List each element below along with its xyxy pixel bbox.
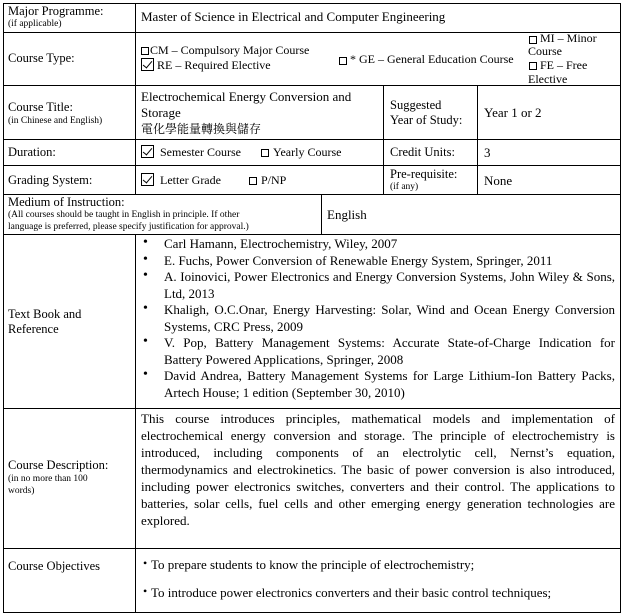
medium-note-line1: (All courses should be taught in English in principle. If other [8, 210, 240, 220]
semester-checkbox-checked[interactable] [141, 145, 154, 158]
pnp-option: P/NP [261, 173, 287, 187]
cm-checkbox[interactable] [141, 47, 149, 55]
medium-value: English [327, 207, 367, 222]
yearly-option: Yearly Course [273, 145, 342, 159]
prereq-label: Pre-requisite: [390, 167, 458, 181]
semester-option: Semester Course [160, 145, 241, 159]
grading-label: Grading System: [8, 173, 93, 187]
medium-note-line2: language is preferred, please specify justification for approval.) [8, 222, 249, 232]
objectives-label-cell [3, 548, 136, 613]
description-note-line1: (in no more than 100 [8, 474, 88, 484]
title-en-line1: Electrochemical Energy Conversion and [141, 89, 352, 104]
mi-option-line1: MI – Minor [540, 31, 597, 45]
pnp-checkbox[interactable] [249, 177, 257, 185]
description-text: This course introduces principles, mathematical models and implementation of electrochemical energy conversion and storage. The principle of electrochemistry is introduced, including components of an electrolytic cell, Nernst’s equation, thermodynamics and electrokinetics. The basic of power conversion is also introduced, including power electronics switches, converters and their control. The applications to batteries, solar cells, fuel cells and other emerging energy generation technologies are explored. [141, 411, 615, 528]
ge-checkbox[interactable] [339, 57, 347, 65]
mi-checkbox[interactable] [529, 36, 537, 44]
re-checkbox-checked[interactable] [141, 58, 154, 71]
objective-bullet-icon: • [143, 556, 148, 570]
title-label: Course Title: [8, 100, 73, 114]
list-item: To introduce power electronics converters and their basic control techniques; [151, 585, 552, 600]
title-en-line2: Storage [141, 105, 181, 120]
fe-checkbox[interactable] [529, 62, 537, 70]
course-type-label: Course Type: [8, 51, 75, 65]
prereq-note: (if any) [390, 182, 419, 192]
major-value: Master of Science in Electrical and Computer Engineering [141, 9, 446, 24]
prereq-value: None [484, 173, 513, 188]
mi-option-line2: Course [528, 44, 562, 58]
duration-label: Duration: [8, 145, 56, 159]
list-item: • Khaligh, O.C.Onar, Energy Harvesting: Solar, Wind and Ocean Energy Conversion Systems, CRC Press, 2009 [138, 302, 615, 335]
fe-option-line2: Elective [528, 72, 568, 86]
year-label-line2: Year of Study: [390, 113, 463, 127]
list-item: • A. Ioinovici, Power Electronics and Energy Conversion Systems, John Wiley & Sons, Ltd, 2013 [138, 269, 615, 302]
credit-value: 3 [484, 145, 491, 160]
textbook-label-line2: Reference [8, 322, 59, 336]
major-label: Major Programme: [8, 4, 104, 18]
description-label: Course Description: [8, 458, 109, 472]
yearly-checkbox[interactable] [261, 149, 269, 157]
textbook-label-line1: Text Book and [8, 307, 82, 321]
list-item: • David Andrea, Battery Management Systems for Large Lithium-Ion Battery Packs, Artech House; 1 edition (September 30, 2010) [138, 368, 615, 401]
title-note: (in Chinese and English) [8, 116, 103, 126]
list-item: • Carl Hamann, Electrochemistry, Wiley, 2007 [138, 236, 615, 253]
re-option: RE – Required Elective [157, 58, 271, 72]
description-note-line2: words) [8, 486, 35, 496]
letter-grade-option: Letter Grade [160, 173, 221, 187]
cm-option: CM – Compulsory Major Course [150, 43, 310, 57]
list-item: To prepare students to know the principle of electrochemistry; [151, 557, 475, 572]
title-zh: 電化學能量轉換與儲存 [141, 122, 262, 136]
fe-option-line1: FE – Free [540, 58, 588, 72]
credit-value-cell [477, 139, 621, 166]
objectives-label: Course Objectives [8, 559, 100, 573]
major-note: (if applicable) [8, 19, 62, 29]
year-label-line1: Suggested [390, 98, 442, 112]
letter-grade-checkbox-checked[interactable] [141, 173, 154, 186]
credit-label: Credit Units: [390, 145, 455, 159]
ge-option: * GE – General Education Course [350, 52, 514, 66]
year-value: Year 1 or 2 [484, 105, 542, 120]
reference-list [138, 236, 615, 401]
medium-label: Medium of Instruction: [8, 195, 125, 209]
objective-bullet-icon: • [143, 584, 148, 598]
list-item: • E. Fuchs, Power Conversion of Renewable Energy System, Springer, 2011 [138, 253, 615, 270]
list-item: • V. Pop, Battery Management Systems: Accurate State-of-Charge Indication for Battery Powered Applications, Springer, 2008 [138, 335, 615, 368]
